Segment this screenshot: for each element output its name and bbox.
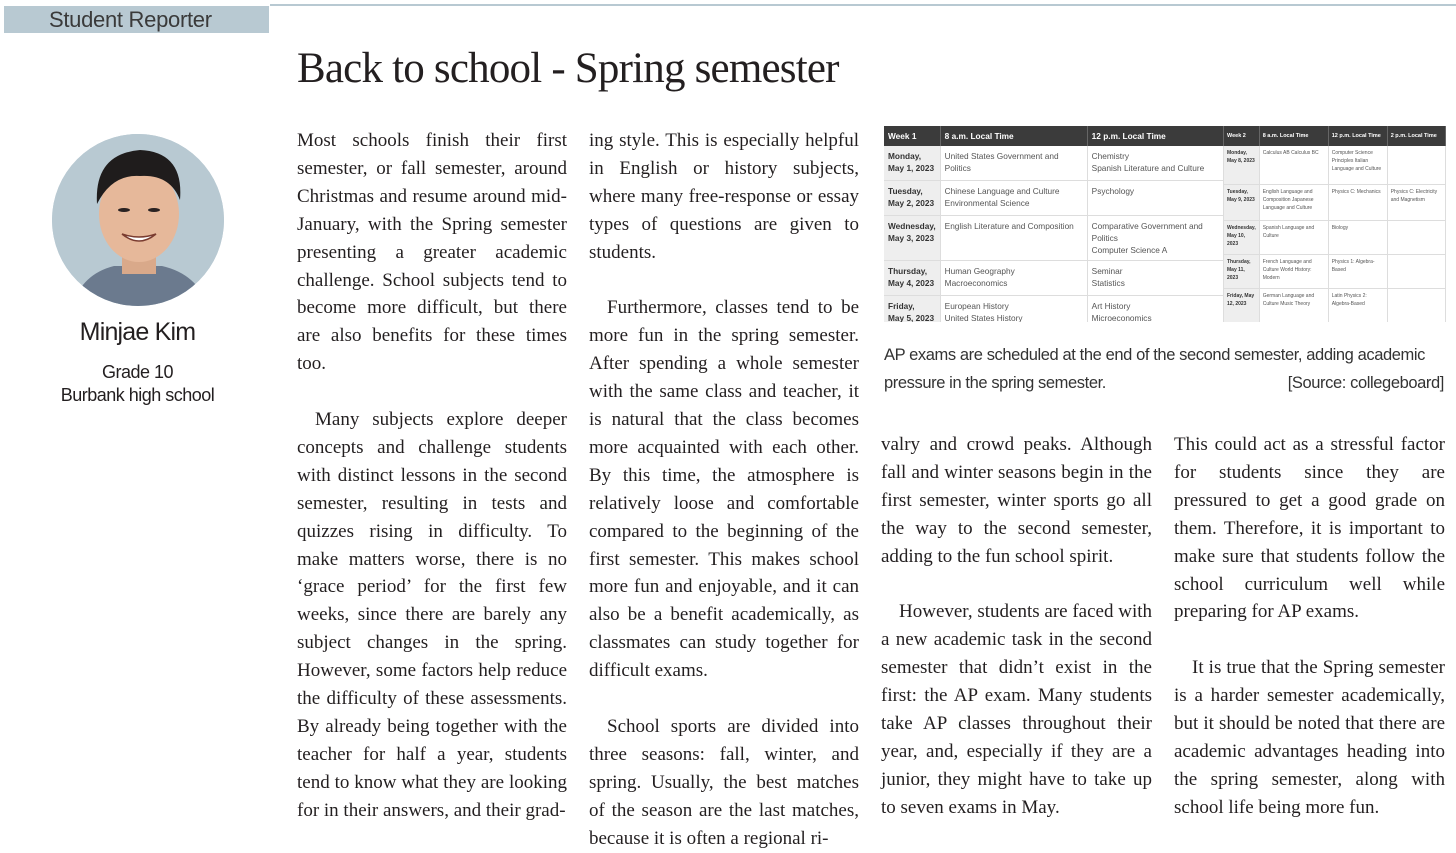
exam: United States History: [944, 313, 1023, 322]
day: Monday, May 8, 2023: [1224, 146, 1259, 184]
avatar: [52, 134, 224, 306]
exam: Computer Science A: [1091, 245, 1168, 255]
paragraph: It is true that the Spring semester is a harder semester academically, but it should be noted that there are academic advantages heading into the spring semester, along with school life being more fun.: [1174, 657, 1445, 818]
top-rule: [270, 4, 1456, 6]
reporter-name: Minjae Kim: [79, 318, 196, 346]
day: Tuesday,: [888, 186, 923, 196]
table-header: 2 p.m. Local Time: [1387, 126, 1445, 146]
table-header: 8 a.m. Local Time: [1259, 126, 1328, 146]
exam: Spanish Literature and Culture: [1091, 163, 1205, 173]
table-row: [1224, 288, 1446, 322]
table-row: [884, 261, 1224, 296]
exam: Comparative Government and Politics: [1091, 221, 1203, 243]
day: Thursday, May 11, 2023: [1224, 254, 1259, 288]
exam: English Literature and Composition: [944, 221, 1074, 231]
day: Wednesday,: [888, 221, 936, 231]
exam: Chemistry: [1091, 151, 1129, 161]
exam: Statistics: [1091, 278, 1125, 288]
exam: Human Geography: [944, 266, 1015, 276]
paragraph: Many subjects explore deeper concepts and challenge students with distinct lessons in the second semester, resulting in tests and quizzes rising in difficulty. To make matters worse, there is no ‘grace period’ for the first few weeks, since there are barely any subject changes in the spring. However, some factors help reduce the difficulty of these assessments. By already being together with the teacher for half a year, students tend to know what they are looking for in their answers, and their grad-: [297, 409, 567, 821]
article-column-2: [589, 127, 859, 853]
exam: Environmental Science: [944, 198, 1030, 208]
exam: English Language and Composition Japanese Language and Culture: [1259, 184, 1328, 220]
exam: German Language and Culture Music Theory: [1259, 288, 1328, 322]
paragraph: However, students are faced with a new academic task in the second semester that didn’t exist in the first: the AP exam. Many students take AP classes throughout their year, and, especially if they are a junior, they might have to take up to seven exams in May.: [881, 601, 1153, 818]
table-header: Week 1: [884, 126, 940, 146]
date: May 3, 2023: [888, 233, 935, 243]
exam: Physics C: Mechanics: [1328, 184, 1387, 220]
table-header: 12 p.m. Local Time: [1087, 126, 1223, 146]
exam: [1387, 220, 1445, 254]
paragraph: Most schools finish their first semester, or fall semester, around Christmas and resume around mid-January, with the Spring semester presenting a greater academic challenge. School subjects tend to become more difficult, but there are also benefits for these times too.: [297, 130, 567, 375]
exam: Computer Science Principles Italian Language and Culture: [1328, 146, 1387, 184]
day: Thursday,: [888, 266, 928, 276]
paragraph: This could act as a stressful factor for students since they are pressured to get a good grade on them. Therefore, it is important to make sure that students follow the school curriculum well while preparing for AP exams.: [1174, 434, 1445, 623]
table-header: Week 2: [1224, 126, 1259, 146]
exam: Art History: [1091, 301, 1131, 311]
table-row: [884, 146, 1224, 181]
article-column-3: [881, 431, 1152, 822]
date: May 2, 2023: [888, 198, 935, 208]
article-column-1: [297, 127, 567, 825]
headline: Back to school - Spring semester: [297, 45, 839, 92]
exam: Physics 1: Algebra-Based: [1328, 254, 1387, 288]
article-column-4: [1174, 431, 1445, 822]
exam: United States Government and Politics: [944, 151, 1059, 173]
exam: Seminar: [1091, 266, 1123, 276]
exam: Calculus AB Calculus BC: [1259, 146, 1328, 184]
date: May 5, 2023: [888, 313, 935, 322]
section-tag: [4, 6, 269, 33]
reporter-school: Burbank high school: [60, 385, 215, 405]
ap-exam-schedule-figure: [884, 126, 1446, 322]
table-row: [1224, 146, 1446, 184]
reporter-photo-icon: [52, 134, 224, 306]
exam: French Language and Culture World History: Modern: [1259, 254, 1328, 288]
exam: Spanish Language and Culture: [1259, 220, 1328, 254]
day: Tuesday, May 9, 2023: [1224, 184, 1259, 220]
exam: [1387, 254, 1445, 288]
exam: [1387, 288, 1445, 322]
table-row: [1224, 184, 1446, 220]
caption-text: AP exams are scheduled at the end of the second semester, adding academic pressure in the spring semester.: [884, 346, 1426, 392]
exam: Microeconomics: [1091, 313, 1152, 322]
exam: Macroeconomics: [944, 278, 1008, 288]
week1-table: [884, 126, 1224, 322]
paragraph: valry and crowd peaks. Although fall and winter seasons begin in the first semester, winter sports go all the way to the second semester, adding to the fun school spirit.: [881, 434, 1152, 567]
day: Friday,: [888, 301, 915, 311]
exam: Psychology: [1091, 186, 1135, 196]
table-header: 12 p.m. Local Time: [1328, 126, 1387, 146]
paragraph: Furthermore, classes tend to be more fun in the spring semester. After spending a whole semester with the same class and teacher, it is natural that the class becomes more acquainted with each other. By this time, the atmosphere is relatively loose and comfortable compared to the beginning of the first semester. This makes school more fun and enjoyable, and it can also be a benefit academically, as classmates can study together for difficult exams.: [589, 297, 859, 682]
reporter-grade: Grade 10: [101, 362, 174, 382]
section-label: Student Reporter: [49, 7, 212, 32]
caption-source: [Source: collegeboard]: [1287, 374, 1444, 392]
date: May 1, 2023: [888, 163, 935, 173]
table-row: [884, 181, 1224, 216]
table-row: [1224, 254, 1446, 288]
week2-table: [1224, 126, 1446, 322]
day: Friday, May 12, 2023: [1224, 288, 1259, 322]
day: Monday,: [888, 151, 922, 161]
table-row: [884, 296, 1224, 323]
exam: Chinese Language and Culture: [944, 186, 1060, 196]
exam: Physics C: Electricity and Magnetism: [1387, 184, 1445, 220]
table-header: 8 a.m. Local Time: [940, 126, 1087, 146]
day: Wednesday, May 10, 2023: [1224, 220, 1259, 254]
paragraph: School sports are divided into three seasons: fall, winter, and spring. Usually, the best matches of the season are the last matches, because it is often a regional ri-: [589, 716, 859, 849]
figure-caption: [884, 341, 1444, 397]
exam: Biology: [1328, 220, 1387, 254]
exam: European History: [944, 301, 1009, 311]
exam: [1387, 146, 1445, 184]
date: May 4, 2023: [888, 278, 935, 288]
exam: Latin Physics 2: Algebra-Based: [1328, 288, 1387, 322]
table-row: [884, 216, 1224, 261]
paragraph: ing style. This is especially helpful in English or history subjects, where many free-response or essay types of questions are given to students.: [589, 130, 859, 263]
table-row: [1224, 220, 1446, 254]
